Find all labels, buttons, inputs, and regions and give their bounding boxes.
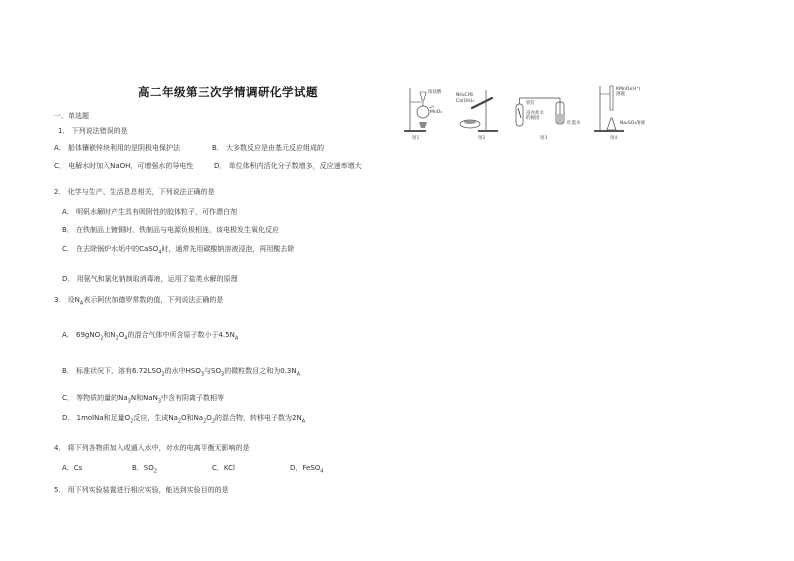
q2-option-d: D． 用氨气和氯化钠制取消毒液，运用了盐类水解的原理 [62, 275, 238, 283]
fig1-chem-label-1: 浓盐酸 [428, 90, 442, 95]
fig4-chem-label-1: KMnO₄(H⁺) [616, 87, 641, 92]
q2-option-a: A． 明矾水解时产生具有吸附性的胶体粒子，可作漂白剂 [62, 208, 238, 216]
fig1-chem-label-2: MnO₂ [430, 110, 443, 115]
fig1-label: 图1 [412, 136, 420, 141]
q4-option-c: C．KCl [212, 464, 235, 472]
q2-stem: 2． 化学与生产、生活息息相关，下列说法正确的是 [54, 188, 215, 196]
fig4-chem-label-3: Na₂SO₃溶液 [620, 121, 646, 126]
page-title: 高二年级第三次学情调研化学试题 [138, 85, 318, 99]
apparatus-fig-1 [404, 88, 442, 141]
fig3-chem-label-3: 的棉团 [526, 116, 540, 121]
fig4-chem-label-2: 溶液 [616, 92, 625, 97]
q4-option-b: B．$SO_2$ [132, 464, 157, 475]
q4-stem: 4． 将下列各物质加入或通入水中，对水的电离平衡无影响的是 [54, 444, 250, 452]
q1-option-a: A． 船体镶嵌锌块利用的是阴极电保护法 [54, 144, 181, 152]
fig3-chem-label-1: 铁钉 [526, 101, 535, 106]
q2-option-b: B． 在铁制品上镀铜时，铁制品与电源负极相连，该电极发生氧化反应 [62, 226, 280, 234]
fig2-chem-label-1: NH₄Cl和 [456, 93, 474, 98]
apparatus-fig-3 [516, 98, 581, 141]
apparatus-figure [400, 84, 670, 142]
fig3-chem-label-4: 红墨水 [567, 121, 581, 126]
apparatus-fig-4 [594, 86, 646, 141]
q1-option-b: B． 大多数反应是由基元反应组成的 [212, 144, 325, 152]
q4-option-d: D．FeSO$_4$ [290, 464, 324, 475]
fig4-label: 图4 [610, 136, 618, 141]
fig3-chem-label-2: 浸食盐水 [526, 111, 544, 116]
q4-option-a: A．Cs [62, 464, 83, 472]
q1-option-c: C． 电解水时加入NaOH，可增强水的导电性 [54, 162, 194, 170]
fig3-label: 图3 [540, 136, 548, 141]
q3-option-c: C． 等物质的量的$Na_3N$和NaN$_3$中含有阴离子数相等 [62, 394, 225, 405]
apparatus-fig-2 [456, 90, 498, 141]
fig2-chem-label-2: Ca(OH)₂ [456, 99, 475, 104]
q2-option-c: C． 在去除锅炉水垢中的CaSO$_4$时，通常先用碳酸钠溶液浸泡，再用酸去除 [62, 245, 295, 256]
q1-stem: 1． 下列说法错误的是 [58, 127, 128, 135]
q1-option-d: D． 单位体积内活化分子数增多，反应速率增大 [214, 162, 362, 170]
q3-stem: 3． 设$N_A$表示阿伏加德罗常数的值，下列说法正确的是 [54, 296, 224, 307]
fig2-label: 图2 [478, 136, 486, 141]
q3-option-b: B． 标准状况下，溶有$6.72LSO_2$的水中$HSO_3$与$SO_3$的微粒数目之和为$0.3N_A$ [62, 367, 300, 378]
q3-option-a: A． 69gNO$_2$和$N_2O_4$的混合气体中所含原子数小于$4.5N_A$ [62, 331, 239, 342]
section-heading: 一．单选题 [54, 112, 89, 120]
q5-stem: 5． 用下列实验装置进行相应实验，能达到实验目的的是 [54, 486, 229, 494]
q3-option-d: D． 1molNa和足量$O_2$反应，生成$Na_2O$和$Na_2O_2$的混合物，转移电子数为$2N_A$ [62, 414, 306, 425]
